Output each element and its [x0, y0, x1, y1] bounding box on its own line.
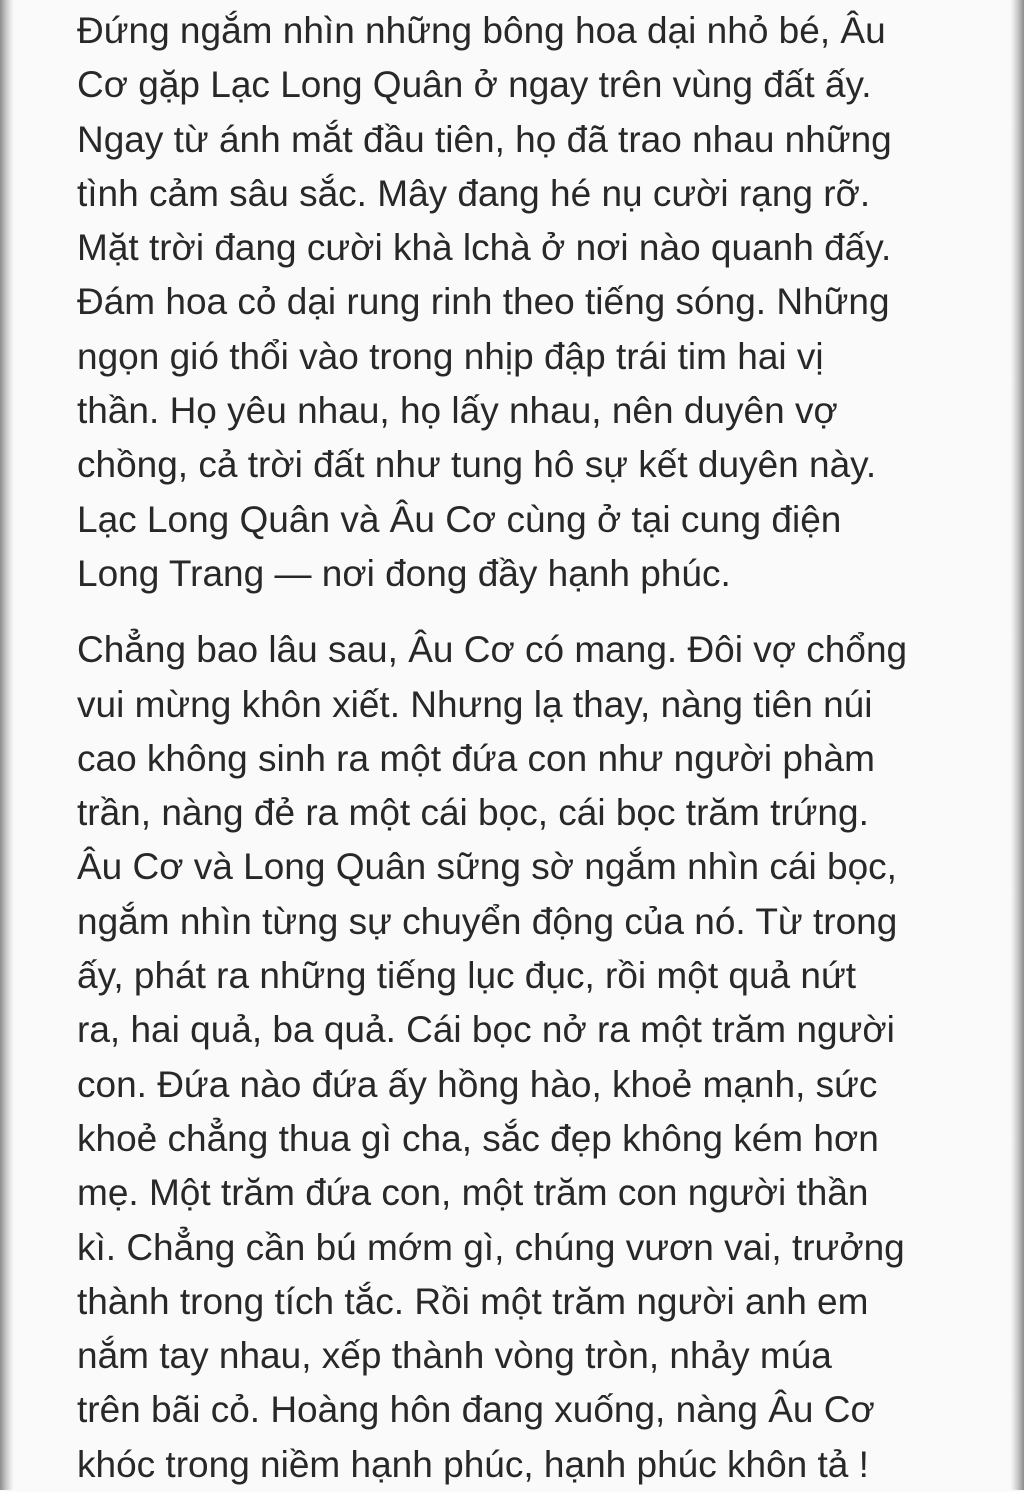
text-line: Long Trang — nơi đong đầy hạnh phúc. [77, 552, 731, 594]
text-line: vui mừng khôn xiết. Nhưng lạ thay, nàng tiên núi [77, 683, 873, 725]
text-line: thành trong tích tắc. Rồi một trăm người anh em [77, 1280, 869, 1322]
text-line: ấy, phát ra những tiếng lục đục, rồi một quả nứt [77, 955, 857, 997]
text-line: khoẻ chẳng thua gì cha, sắc đẹp không kém hơn [77, 1117, 879, 1159]
text-line: ra, hai quả, ba quả. Cái bọc nở ra một trăm người [77, 1009, 895, 1051]
text-line: Đám hoa cỏ dại rung rinh theo tiếng sóng. Những [77, 281, 890, 323]
text-line: Lạc Long Quân và Âu Cơ cùng ở tại cung điện [77, 498, 842, 540]
text-line: ngắm nhìn từng sự chuyển động của nó. Từ trong [77, 900, 898, 942]
text-line: nắm tay nhau, xếp thành vòng tròn, nhảy múa [77, 1335, 832, 1377]
text-line: cao không sinh ra một đứa con như người phàm [77, 737, 875, 779]
text-line: con. Đứa nào đứa ấy hồng hào, khoẻ mạnh, sức [77, 1063, 878, 1105]
text-line: Ngay từ ánh mắt đầu tiên, họ đã trao nhau những [77, 118, 892, 160]
page-edge-shadow-right [1010, 0, 1024, 1490]
article-body [77, 4, 992, 1492]
text-line: Âu Cơ và Long Quân sững sờ ngắm nhìn cái bọc, [77, 846, 897, 888]
text-line: kì. Chẳng cần bú mớm gì, chúng vươn vai, trưởng [77, 1226, 905, 1268]
text-line: Cơ gặp Lạc Long Quân ở ngay trên vùng đất ấy. [77, 64, 872, 106]
page-edge-shadow-left [0, 0, 14, 1490]
paragraph-2 [77, 623, 992, 1492]
paragraph-1 [77, 4, 992, 601]
text-line: Mặt trời đang cười khà lchà ở nơi nào quanh đấy. [77, 227, 892, 269]
text-line: tình cảm sâu sắc. Mây đang hé nụ cười rạng rỡ. [77, 172, 871, 214]
text-line: khóc trong niềm hạnh phúc, hạnh phúc khôn tả ! [77, 1443, 869, 1485]
text-line: thần. Họ yêu nhau, họ lấy nhau, nên duyên vợ [77, 390, 838, 432]
text-line: trên bãi cỏ. Hoàng hôn đang xuống, nàng Âu Cơ [77, 1389, 875, 1431]
text-line: Đứng ngắm nhìn những bông hoa dại nhỏ bé, Âu [77, 10, 886, 51]
text-line: chồng, cả trời đất như tung hô sự kết duyên này. [77, 444, 877, 486]
text-line: ngọn gió thổi vào trong nhịp đập trái tim hai vị [77, 335, 824, 377]
text-line: mẹ. Một trăm đứa con, một trăm con người thần [77, 1172, 869, 1214]
text-line: trần, nàng đẻ ra một cái bọc, cái bọc trăm trứng. [77, 792, 869, 834]
text-line: Chẳng bao lâu sau, Âu Cơ có mang. Đôi vợ chổng [77, 629, 908, 671]
